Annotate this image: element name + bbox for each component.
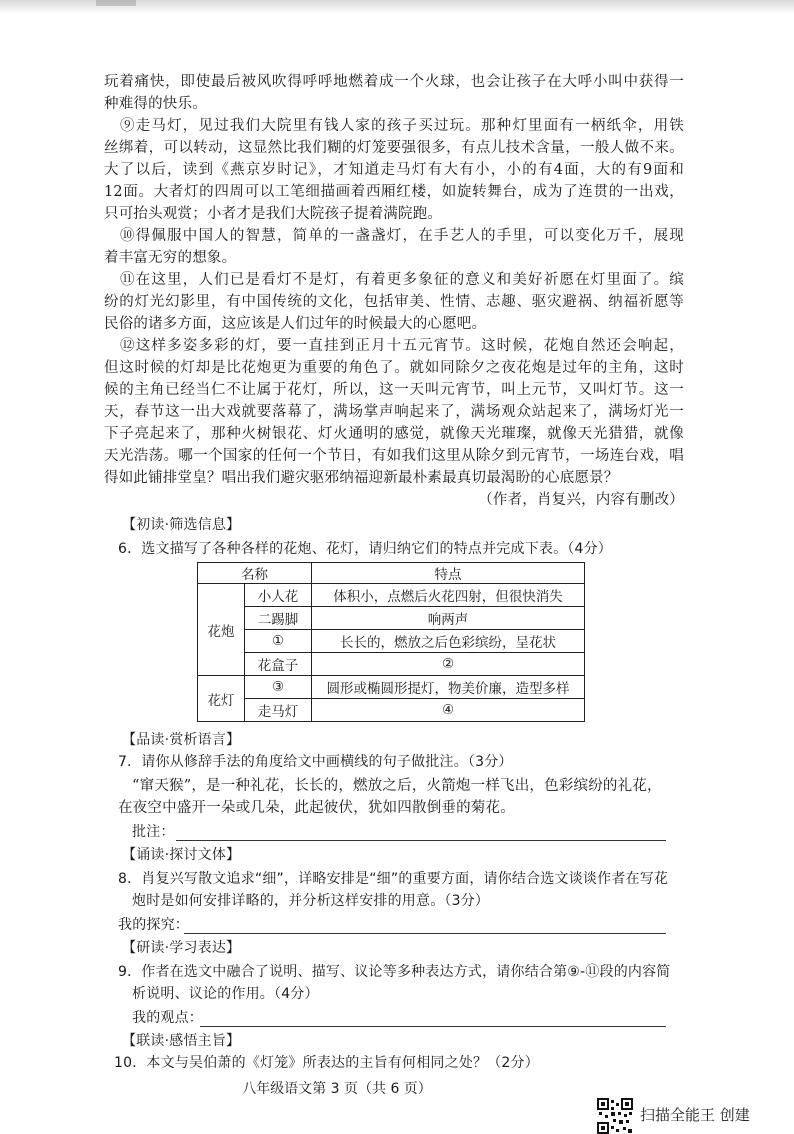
table-cell-feature: ④ xyxy=(312,699,585,722)
table-row xyxy=(198,607,585,630)
passage-line: ⑫这样多姿多彩的灯，要一直挂到正月十五元宵节。这时候，花炮自然还会响起， xyxy=(120,338,684,354)
question-9-line: 析说明、议论的作用。（4分） xyxy=(132,986,319,1002)
passage-line: 玩着痛快，即使最后被风吹得呼呼地燃着成一个火球，也会让孩子在大呼小叫中获得一 xyxy=(104,74,684,90)
table-row xyxy=(198,584,585,607)
table-group-firecracker: 花炮 xyxy=(198,584,245,676)
passage-line: 着丰富无穷的想象。 xyxy=(104,250,237,266)
table-header-name: 名称 xyxy=(198,563,312,584)
passage-line: 得如此铺排堂皇？唱出我们避灾驱邪纳福迎新最朴素最真切最渴盼的心底愿景？ xyxy=(104,470,619,486)
explore-answer-line[interactable] xyxy=(184,933,666,934)
table-row xyxy=(198,676,585,699)
page-footer: 八年级语文第 3 页（共 6 页） xyxy=(242,1081,432,1097)
question-10: 10．本文与吴伯萧的《灯笼》所表达的主旨有何相同之处？（2分） xyxy=(114,1055,539,1071)
explore-label: 我的探究： xyxy=(118,917,189,933)
section-heading-3: 【诵读·探讨文体】 xyxy=(122,847,241,863)
section-heading-4: 【研读·学习表达】 xyxy=(122,940,241,956)
table-cell-name: 小人花 xyxy=(245,584,312,607)
passage-line: 纷的灯光幻影里，有中国传统的文化，包括审美、性情、志趣、驱灾避祸、纳福祈愿等 xyxy=(104,294,684,310)
quote-line: “窜天猴”，是一种礼花，长长的，燃放之后，火箭炮一样飞出，色彩缤纷的礼花， xyxy=(132,778,662,794)
passage-line: 种难得的快乐。 xyxy=(104,96,207,112)
table-header-row xyxy=(198,563,585,584)
passage-line: 民俗的诸多方面，这应该是人们过年的时候最大的心愿吧。 xyxy=(104,316,487,332)
table-cell-feature: 长长的，燃放之后色彩缤纷，呈花状 xyxy=(312,630,585,653)
table-row xyxy=(198,653,585,676)
section-heading-2: 【品读·赏析语言】 xyxy=(122,732,241,748)
table-cell-feature: 体积小，点燃后火花四射，但很快消失 xyxy=(312,584,585,607)
table-cell-name: ③ xyxy=(245,676,312,699)
scan-mark xyxy=(96,0,136,6)
passage-line: 12面。大者灯的四周可以工笔细描画着西厢红楼，如旋转舞台，成为了连贯的一出戏， xyxy=(104,184,684,200)
question-6: 6．选文描写了各种各样的花炮、花灯，请归纳它们的特点并完成下表。（4分） xyxy=(118,541,613,557)
table-cell-feature: ② xyxy=(312,653,585,676)
qr-code-icon xyxy=(597,1098,633,1134)
annotation-label: 批注： xyxy=(132,824,175,840)
question-9-line: 9．作者在选文中融合了说明、描写、议论等多种表达方式，请你结合第⑨-⑪段的内容简 xyxy=(118,964,671,980)
opinion-answer-line[interactable] xyxy=(200,1026,666,1027)
passage-line: 但这时候的灯却是比花炮更为重要的角色了。就如同除夕之夜花炮是过年的主角，这时 xyxy=(104,360,684,376)
watermark-text: 扫描全能王 创建 xyxy=(640,1106,750,1124)
table-cell-name: 二踢脚 xyxy=(245,607,312,630)
table-row xyxy=(198,630,585,653)
table-cell-feature: 圆形或椭圆形提灯，物美价廉，造型多样 xyxy=(312,676,585,699)
table-header-feature: 特点 xyxy=(312,563,585,584)
passage-line: ⑩得佩服中国人的智慧，简单的一盏盏灯，在手艺人的手里，可以变化万千，展现 xyxy=(120,228,684,244)
passage-line: 大了以后，读到《燕京岁时记》，才知道走马灯有大有小，小的有4面，大的有9面和 xyxy=(104,162,684,178)
passage-line: 候的主角已经当仁不让属于花灯，所以，这一天叫元宵节，叫上元节，又叫灯节。这一 xyxy=(104,382,684,398)
table-cell-name: 花盒子 xyxy=(245,653,312,676)
passage-line: 下子亮起来了，那种火树银花、灯火通明的感觉，就像天光璀璨，就像天光猎猎，就像 xyxy=(104,426,684,442)
passage-source: （作者，肖复兴，内容有删改） xyxy=(478,492,684,508)
section-heading-5: 【联读·感悟主旨】 xyxy=(122,1033,241,1049)
question-7: 7．请你从修辞手法的角度给文中画横线的句子做批注。（3分） xyxy=(118,754,513,770)
opinion-label: 我的观点： xyxy=(132,1010,203,1026)
passage-line: 丝绑着，可以转动，这显然比我们糊的灯笼要强很多，有点儿技术含量，一般人做不来。 xyxy=(104,140,684,156)
passage-line: 天光浩荡。哪一个国家的任何一个节日，有如我们这里从除夕到元宵节，一场连台戏，唱 xyxy=(104,448,684,464)
passage-line: ⑪在这里，人们已是看灯不是灯，有着更多象征的意义和美好祈愿在灯里面了。缤 xyxy=(120,272,684,288)
feature-table xyxy=(197,562,585,722)
question-8-line: 炮时是如何安排详略的，并分析这样安排的用意。（3分） xyxy=(132,893,490,909)
question-8-line: 8．肖复兴写散文追求“细”，详略安排是“细”的重要方面，请你结合选文谈谈作者在写花 xyxy=(118,871,669,887)
table-row xyxy=(198,699,585,722)
annotation-answer-line[interactable] xyxy=(176,840,666,841)
section-heading-1: 【初读·筛选信息】 xyxy=(122,517,241,533)
table-cell-name: ① xyxy=(245,630,312,653)
table-group-lantern: 花灯 xyxy=(198,676,245,722)
table-cell-feature: 响两声 xyxy=(312,607,585,630)
passage-line: 天，春节这一出大戏就要落幕了，满场掌声响起来了，满场观众站起来了，满场灯光一 xyxy=(104,404,684,420)
table-cell-name: 走马灯 xyxy=(245,699,312,722)
quote-line: 在夜空中盛开一朵或几朵，此起彼伏，犹如四散倒垂的菊花。 xyxy=(118,800,515,816)
passage-line: 只可抬头观赏；小者才是我们大院孩子提着满院跑。 xyxy=(104,206,443,222)
passage-line: ⑨走马灯，见过我们大院里有钱人家的孩子买过玩。那种灯里面有一柄纸伞，用铁 xyxy=(120,118,684,134)
